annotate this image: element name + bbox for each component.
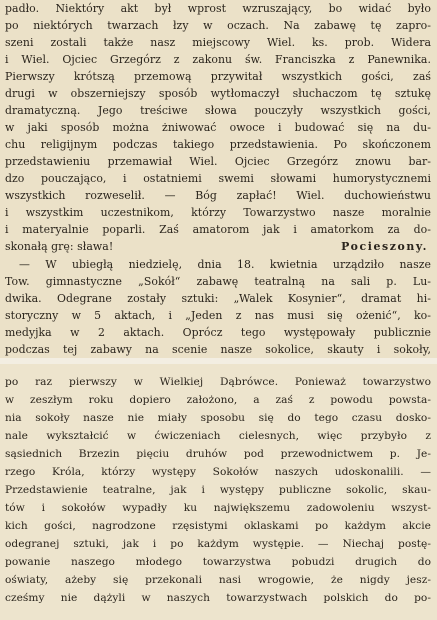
text-line: i wszystkim uczestnikom, którzy Towarzystwo nasze moralnie — [5, 206, 431, 219]
text-line: Pierwszy krótszą przemową przywitał wszystkich gości, zaś — [5, 70, 431, 83]
text-line: po niektórych twarzach łzy w oczach. Na zabawę tę zapro- — [5, 19, 431, 32]
text-line: rzego Króla, którzy występy Sokołów naszych udoskonalili. — — [5, 466, 431, 478]
text-line: nia sokoły nasze nie miały sposobu się do tego czasu dosko- — [5, 412, 431, 424]
text-line: — W ubiegłą niedzielę, dnia 18. kwietnia urządziło nasze — [19, 258, 431, 271]
text-line: oświaty, ażeby się przekonali nasi wrogowie, że nigdy jesz- — [5, 574, 431, 586]
text-line: podczas tej zabawy na scenie nasze sokolice, skauty i sokoły, — [5, 343, 431, 356]
text-line: skonałą grę: sława! — [5, 240, 114, 253]
text-line: medyjka w 2 aktach. Oprócz tego występowały publicznie — [5, 326, 431, 339]
text-line: kich gości, nagrodzone rzęsistymi oklaskami po każdym akcie — [5, 520, 431, 532]
text-line: cześmy nie dążyli w naszych towarzystwach polskich do po- — [5, 592, 431, 604]
text-line: chu religijnym podczas takiego przedstawienia. Po skończonem — [5, 138, 431, 151]
text-line: drugi w obszerniejszy sposób wytłomaczył słuchaczom tę sztukę — [5, 87, 431, 100]
text-line: wszystkich rozweselił. — Bóg zapłać! Wiel. duchowieństwu — [5, 189, 431, 202]
text-line: w zeszłym roku dopiero założono, a zaś z powodu powsta- — [5, 394, 431, 406]
text-line: szeni zostali także nasz miejscowy Wiel. ks. prob. Widera — [5, 36, 431, 49]
text-line: przedstawieniu przemawiał Wiel. Ojciec Grzegórz znowu bar- — [5, 155, 431, 168]
text-line: storyczny w 5 aktach, i „Jeden z nas musi się ożenić“, ko- — [5, 309, 431, 322]
text-line: nale wykształcić w ćwiczeniach cielesnych, więc przybyło z — [5, 430, 431, 442]
text-line: dramatyczną. Jego treściwe słowa pouczyły wszystkich gości, — [5, 104, 431, 117]
text-line: odegranej sztuki, jak i po każdym występie. — Niechaj postę- — [5, 538, 431, 550]
text-line: Tow. gimnastyczne „Sokół“ zabawę teatralną na sali p. Lu- — [5, 275, 431, 288]
text-line: powanie naszego młodego towarzystwa pobudzi drugich do — [5, 556, 431, 568]
author-signature: Pocieszony. — [341, 240, 428, 253]
text-line: dzo pouczająco, i ostatniemi swemi słowami humorystycznemi — [5, 172, 431, 185]
text-line: sąsiednich Brzezin pięciu druhów pod przewodnictwem p. Je- — [5, 448, 431, 460]
text-line: Przedstawienie teatralne, jak i występy publiczne sokolic, skau- — [5, 484, 431, 496]
text-line: padło. Niektóry akt był wprost wzruszający, bo widać było — [5, 2, 431, 15]
text-line: tów i sokołów wypadły ku największemu zadowoleniu wszyst- — [5, 502, 431, 514]
newspaper-clip-bottom — [0, 364, 437, 620]
text-line: po raz pierwszy w Wielkiej Dąbrówce. Ponieważ towarzystwo — [5, 376, 431, 388]
text-line: dwika. Odegrane zostały sztuki: „Walek Kosynier“, dramat hi- — [5, 292, 431, 305]
text-line: i Wiel. Ojciec Grzegórz z zakonu św. Franciszka z Panewnika. — [5, 53, 431, 66]
text-line: i materyalnie poparli. Zaś amatorom jak i amatorkom za do- — [5, 223, 431, 236]
text-line: w jaki sposób można żniwować owoce i budować się na du- — [5, 121, 431, 134]
